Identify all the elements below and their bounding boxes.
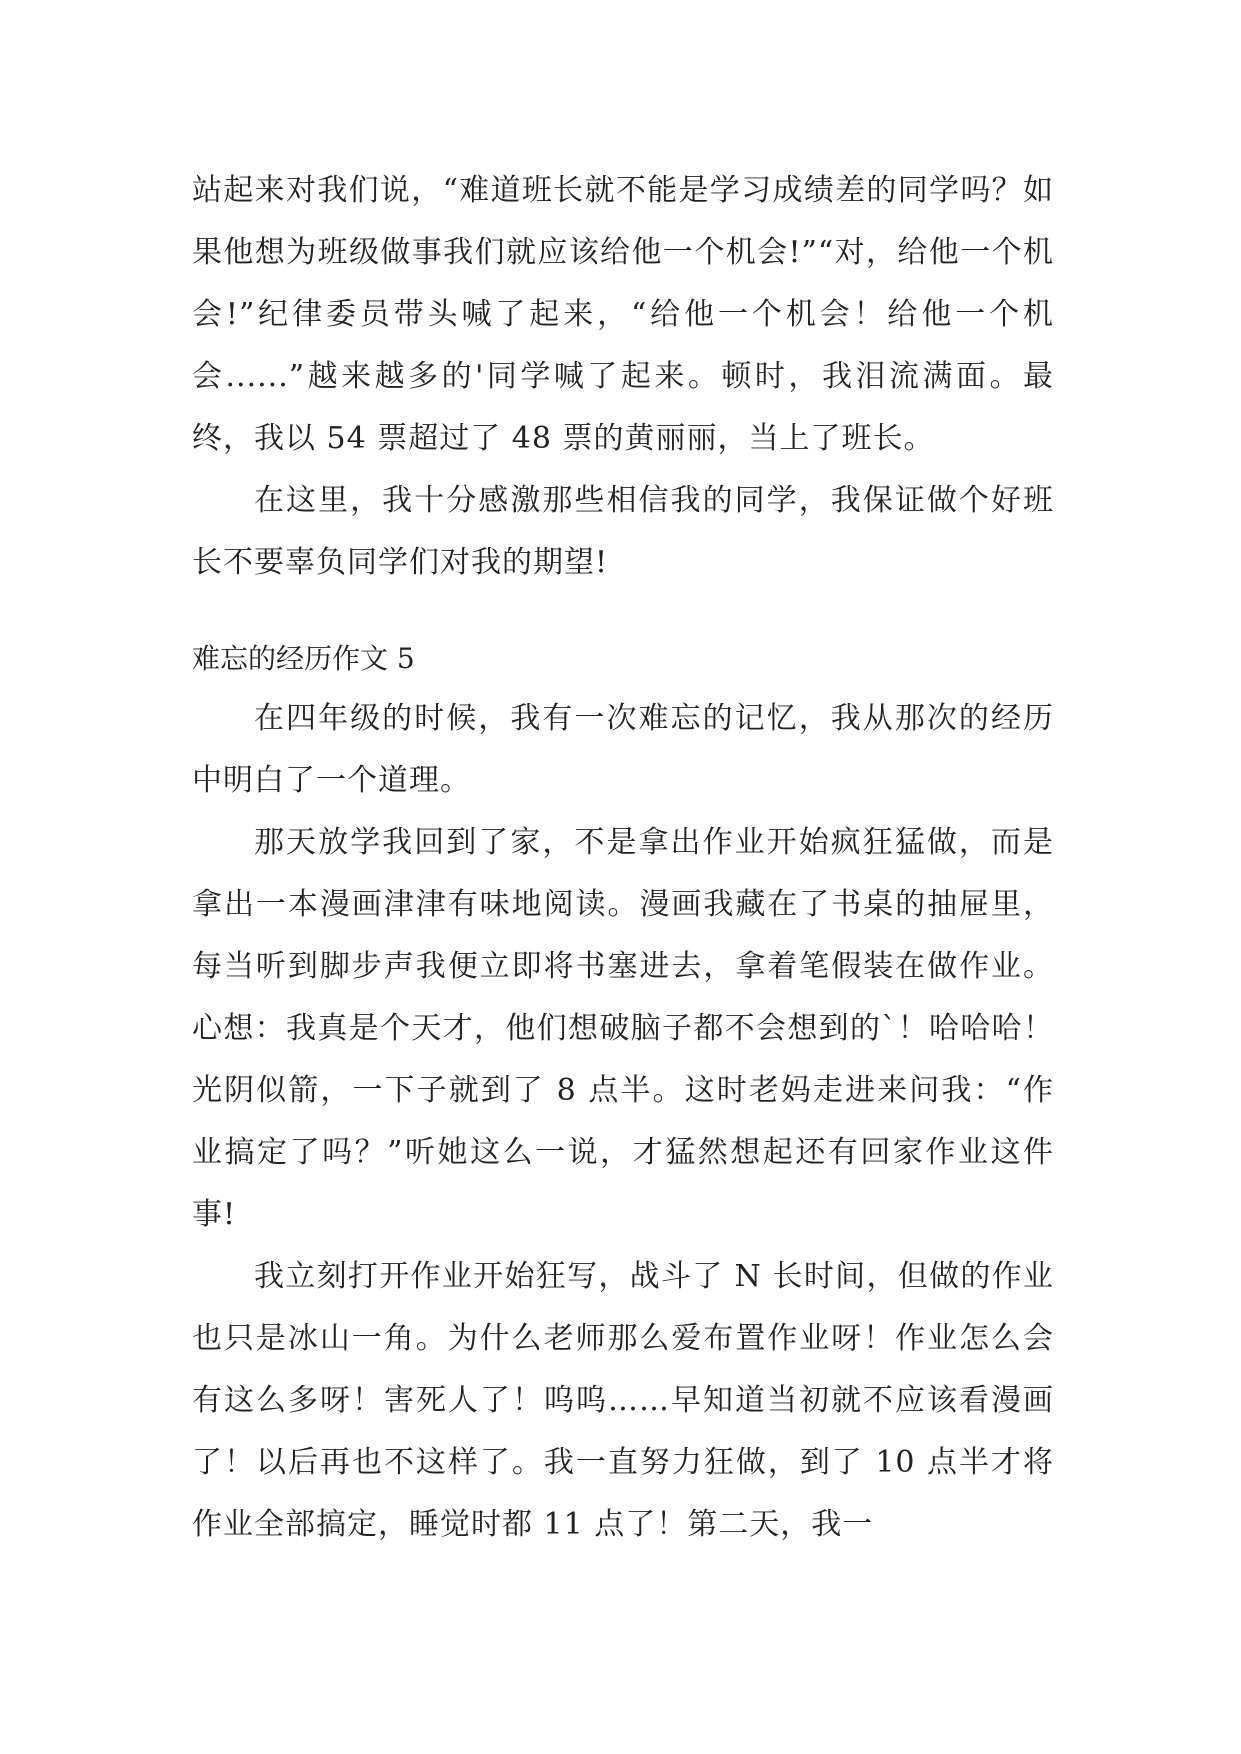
paragraph-homework: 我立刻打开作业开始狂写，战斗了 N 长时间，但做的作业也只是冰山一角。为什么老师那么爱布置作业呀！作业怎么会有这么多呀！害死人了！呜呜……早知道当初就不应该看漫画了！以后再也不这样了。我一直努力狂做，到了 10 点半才将作业全部搞定，睡觉时都 11 点了！第二天，我一 xyxy=(192,1259,1054,1542)
section-title: 难忘的经历作文 5 xyxy=(192,642,415,675)
paragraph-thanks: 在这里，我十分感激那些相信我的同学，我保证做个好班长不要辜负同学们对我的期望! xyxy=(192,483,1054,580)
paragraph-continuation: 站起来对我们说，“难道班长就不能是学习成绩差的同学吗？如果他想为班级做事我们就应该给他一个机会!”“对，给他一个机会!”纪律委员带头喊了起来，“给他一个机会！给他一个机会......”越来越多的'同学喊了起来。顿时，我泪流满面。最终，我以 54 票超过了 48 票的黄丽丽，当上了班长。 xyxy=(192,173,1054,456)
paragraph-story: 那天放学我回到了家，不是拿出作业开始疯狂猛做，而是拿出一本漫画津津有味地阅读。漫画我藏在了书桌的抽屉里，每当听到脚步声我便立即将书塞进去，拿着笔假装在做作业。心想：我真是个天才，他们想破脑子都不会想到的`！哈哈哈！光阴似箭，一下子就到了 8 点半。这时老妈走进来问我：“作业搞定了吗？”听她这么一说，才猛然想起还有回家作业这件事! xyxy=(192,825,1054,1232)
paragraph-intro: 在四年级的时候，我有一次难忘的记忆，我从那次的经历中明白了一个道理。 xyxy=(192,701,1054,798)
document-body xyxy=(192,160,1054,1556)
